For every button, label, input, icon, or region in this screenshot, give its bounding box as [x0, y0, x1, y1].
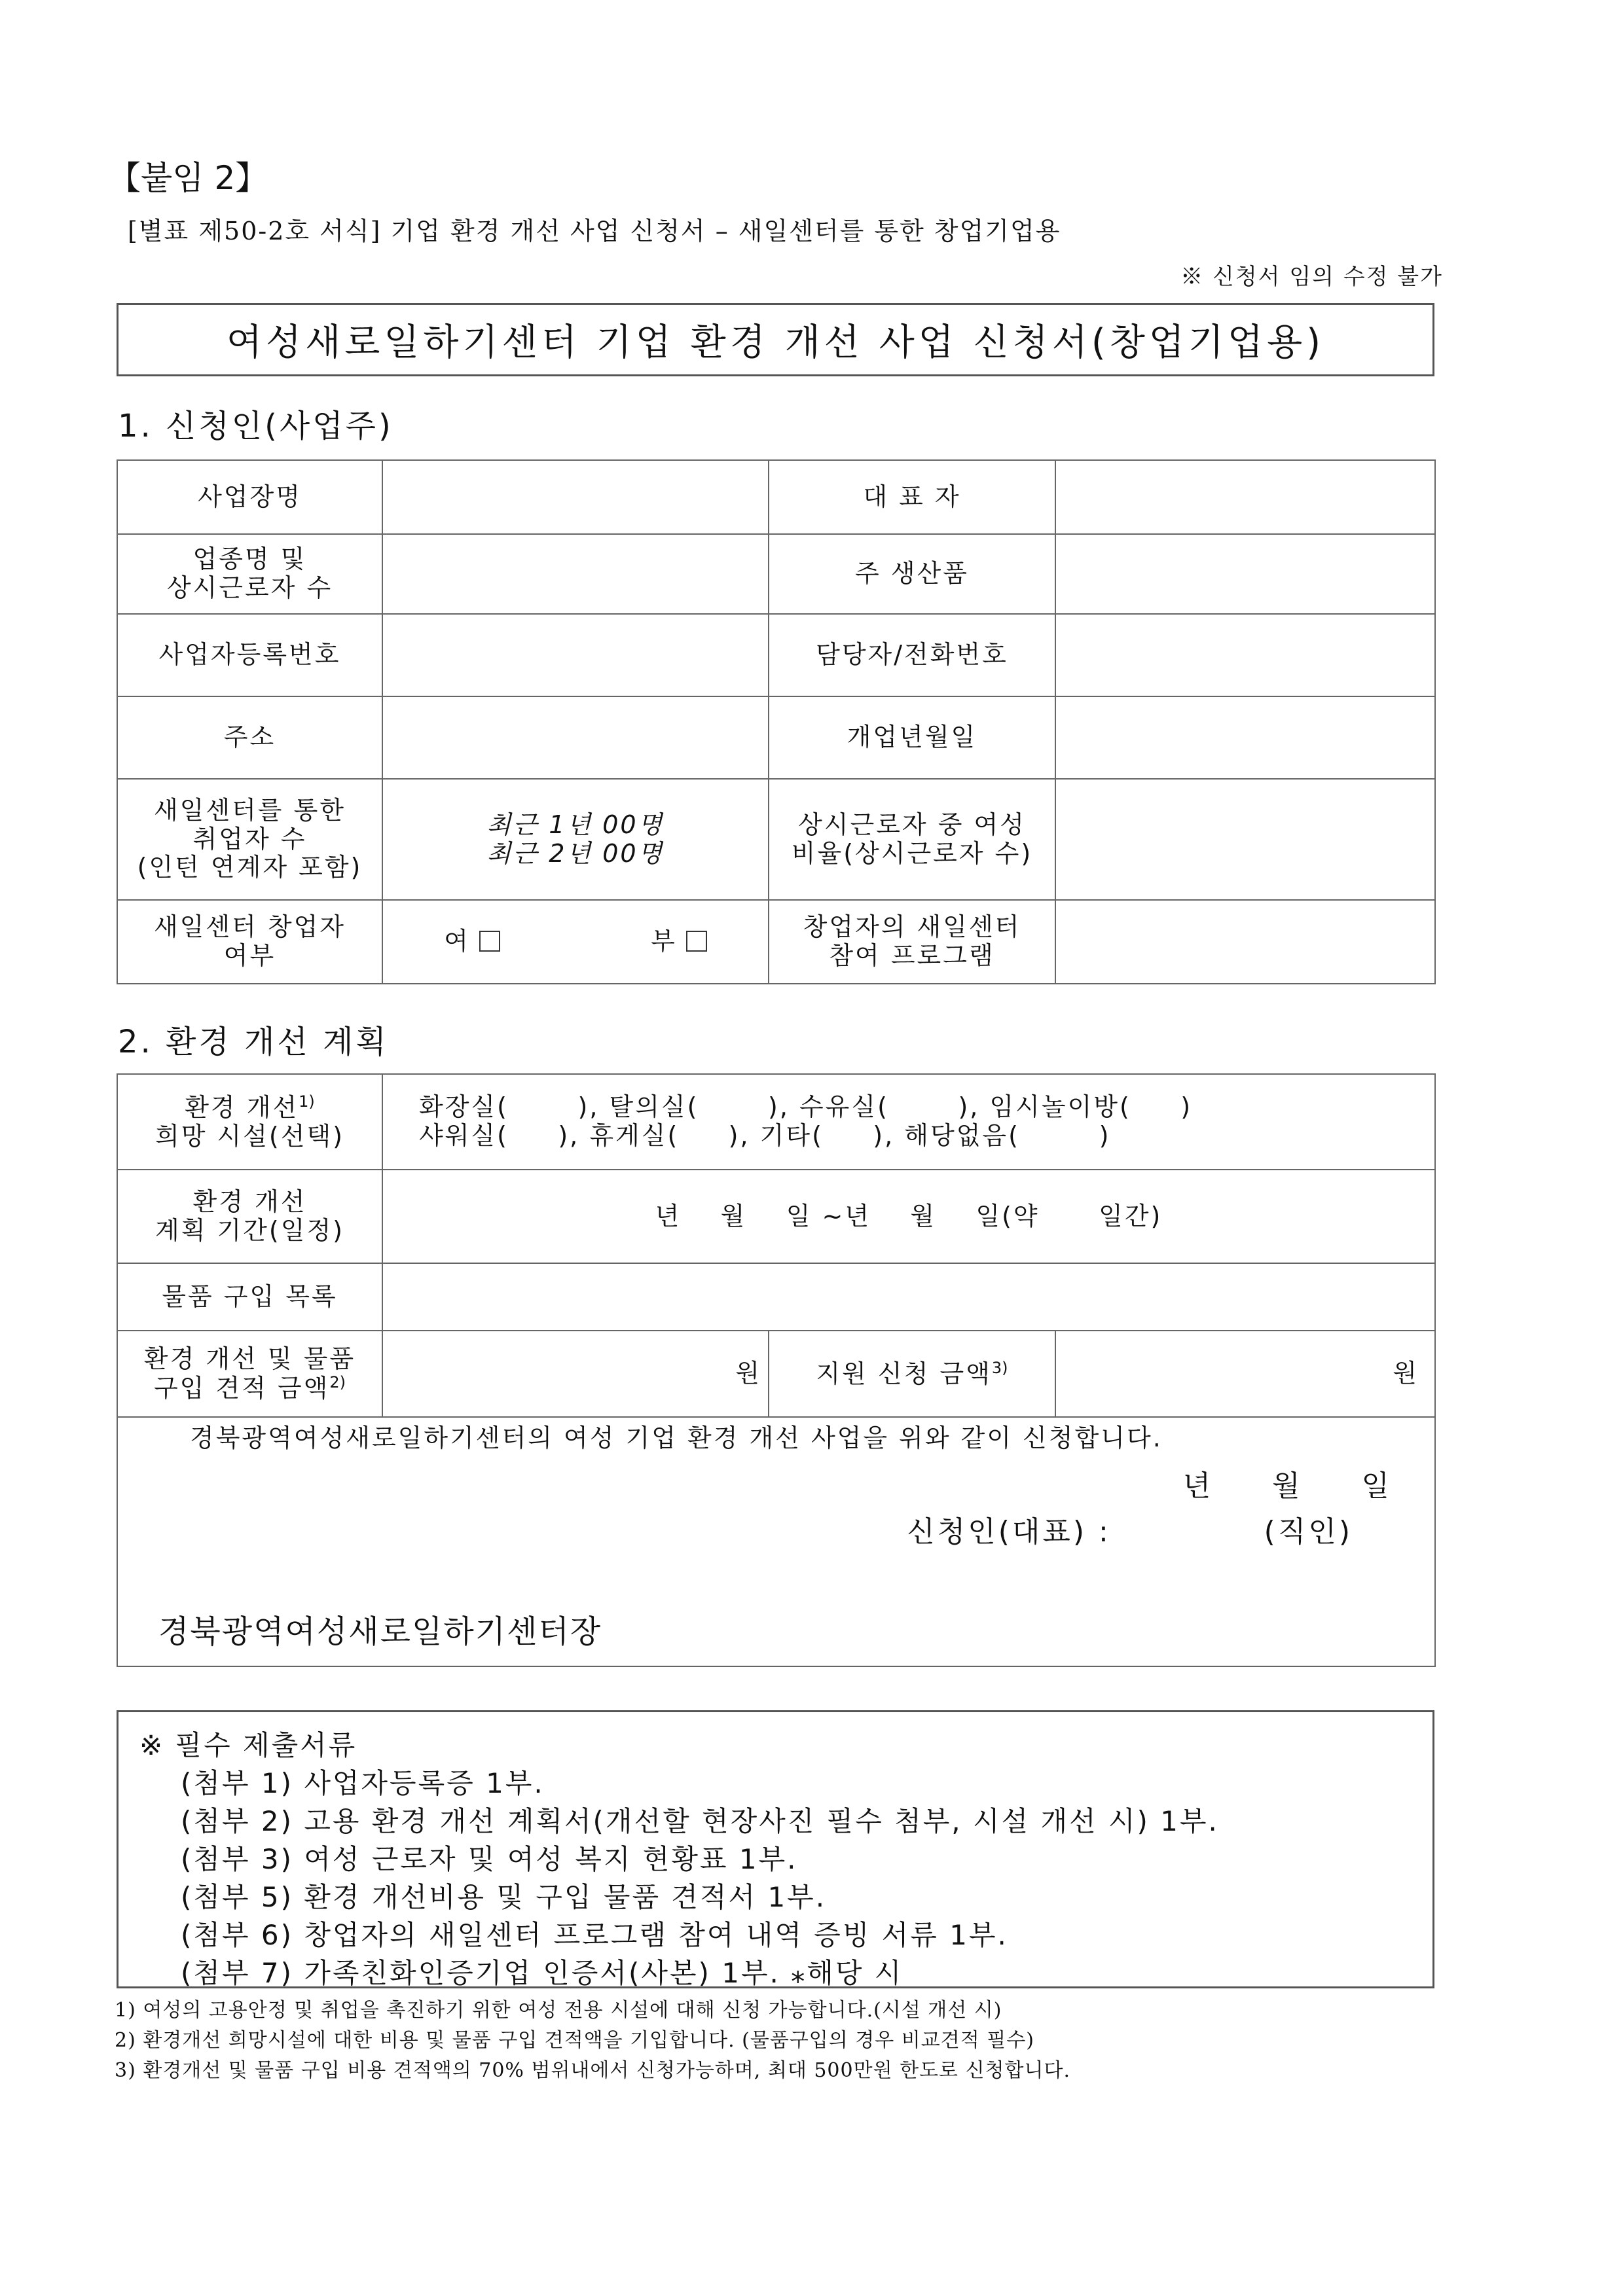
label-estimate-amount — [117, 1331, 382, 1417]
facility-label-1: 환경 개선 — [185, 1092, 299, 1122]
founder-no-label: 부 — [651, 927, 677, 956]
table-row — [117, 460, 1435, 534]
label-industry-employees: 업종명 및 상시근로자 수 — [117, 534, 382, 614]
facility-options-line2[interactable]: 샤워실( ), 휴게실( ), 기타( ), 해당없음( ) — [419, 1121, 1111, 1150]
table-row — [117, 900, 1435, 984]
estimate-unit: 원 — [735, 1359, 761, 1388]
founder-yes-checkbox[interactable] — [479, 931, 500, 952]
label-request-amount — [769, 1331, 1055, 1417]
environment-plan-table — [117, 1073, 1436, 1667]
label-plan-period: 환경 개선 계획 기간(일정) — [117, 1170, 382, 1263]
estimate-label-1: 환경 개선 및 물품 — [143, 1344, 356, 1373]
footnote-2: 2) 환경개선 희망시설에 대한 비용 및 물품 구입 견적액을 기입합니다. (물품구입의 경우 비교견적 필수) — [115, 2029, 1034, 2052]
table-row — [117, 696, 1435, 779]
table-row — [117, 1331, 1435, 1417]
industry-employees-field[interactable] — [382, 534, 769, 614]
label-purchase-list: 물품 구입 목록 — [117, 1263, 382, 1331]
table-row — [117, 1263, 1435, 1331]
addressee: 경북광역여성새로일하기센터장 — [158, 1613, 602, 1650]
required-docs-heading: ※ 필수 제출서류 — [139, 1729, 357, 1761]
request-unit: 원 — [1393, 1359, 1419, 1388]
footnote-ref-3: 3) — [991, 1358, 1008, 1377]
label-representative: 대 표 자 — [769, 460, 1055, 534]
list-item: (첨부 3) 여성 근로자 및 여성 복지 현황표 1부. — [181, 1843, 798, 1875]
estimate-amount-field[interactable] — [382, 1331, 769, 1417]
facility-options — [382, 1074, 1435, 1170]
form-title — [117, 303, 1434, 376]
no-edit-note: ※ 신청서 임의 수정 불가 — [1180, 264, 1443, 290]
label-center-founder: 새일센터 창업자 여부 — [117, 900, 382, 984]
footnote-ref-2: 2) — [329, 1372, 346, 1391]
estimate-label-2: 구입 견적 금액 — [153, 1373, 330, 1403]
plan-period-field[interactable]: 년 월 일 ~년 월 일(약 일간) — [382, 1170, 1435, 1263]
request-label: 지원 신청 금액 — [816, 1359, 992, 1388]
list-item: (첨부 2) 고용 환경 개선 계획서(개선할 현장사진 필수 첨부, 시설 개선 시) 1부. — [181, 1805, 1219, 1837]
contact-phone-field[interactable] — [1055, 614, 1435, 696]
hired-via-center-field[interactable]: 최근 1년 00명 최근 2년 00명 — [382, 779, 769, 900]
founder-program-field[interactable] — [1055, 900, 1435, 984]
label-address: 주소 — [117, 696, 382, 779]
footnote-ref-1: 1) — [299, 1092, 315, 1111]
footnote-1: 1) 여성의 고용안정 및 취업을 촉진하기 위한 여성 전용 시설에 대해 신청 가능합니다.(시설 개선 시) — [115, 1999, 1002, 2022]
label-facility — [117, 1074, 382, 1170]
label-founder-program: 창업자의 새일센터 참여 프로그램 — [769, 900, 1055, 984]
label-hired-via-center: 새일센터를 통한 취업자 수 (인턴 연계자 포함) — [117, 779, 382, 900]
founder-yes-label: 여 — [444, 927, 470, 956]
purchase-list-field[interactable] — [382, 1263, 1435, 1331]
list-item: (첨부 7) 가족친화인증기업 인증서(사본) 1부. ⁎해당 시 — [181, 1957, 903, 1989]
section1-title: 1. 신청인(사업주) — [118, 408, 393, 444]
list-item: (첨부 5) 환경 개선비용 및 구입 물품 견적서 1부. — [181, 1881, 827, 1913]
female-ratio-field[interactable] — [1055, 779, 1435, 900]
table-row — [117, 534, 1435, 614]
section2-title: 2. 환경 개선 계획 — [118, 1024, 389, 1060]
request-amount-field[interactable] — [1055, 1331, 1435, 1417]
applicant-signature-line[interactable]: 신청인(대표) : (직인) — [907, 1515, 1353, 1549]
declaration-cell — [117, 1417, 1435, 1666]
required-documents-box — [117, 1710, 1434, 1988]
facility-label-2: 희망 시설(선택) — [155, 1121, 344, 1151]
list-item: (첨부 1) 사업자등록증 1부. — [181, 1767, 545, 1799]
address-field[interactable] — [382, 696, 769, 779]
table-row — [117, 1417, 1435, 1666]
table-row — [117, 614, 1435, 696]
facility-options-line1[interactable]: 화장실( ), 탈의실( ), 수유실( ), 임시놀이방( ) — [419, 1092, 1193, 1122]
founder-choice-cell — [382, 900, 769, 984]
business-reg-number-field[interactable] — [382, 614, 769, 696]
label-female-ratio: 상시근로자 중 여성 비율(상시근로자 수) — [769, 779, 1055, 900]
footnote-3: 3) 환경개선 및 물품 구입 비용 견적액의 70% 범위내에서 신청가능하며, 최대 500만원 한도로 신청합니다. — [115, 2059, 1071, 2082]
table-row — [117, 1170, 1435, 1263]
applicant-table — [117, 459, 1436, 984]
form-number: [별표 제50-2호 서식] 기업 환경 개선 사업 신청서 – 새일센터를 통한 창업기업용 — [128, 217, 1061, 245]
list-item: (첨부 6) 창업자의 새일센터 프로그램 참여 내역 증빙 서류 1부. — [181, 1919, 1008, 1951]
business-name-field[interactable] — [382, 460, 769, 534]
form-title-text: 여성새로일하기센터 기업 환경 개선 사업 신청서(창업기업용) — [226, 321, 1325, 364]
attachment-label: 【붙임 2】 — [108, 159, 268, 197]
representative-field[interactable] — [1055, 460, 1435, 534]
label-business-name: 사업장명 — [117, 460, 382, 534]
declaration-text: 경북광역여성새로일하기센터의 여성 기업 환경 개선 사업을 위와 같이 신청합니다. — [190, 1424, 1163, 1452]
date-line[interactable]: 년 월 일 — [1182, 1469, 1393, 1503]
table-row — [117, 779, 1435, 900]
label-contact-phone: 담당자/전화번호 — [769, 614, 1055, 696]
label-opening-date: 개업년월일 — [769, 696, 1055, 779]
label-main-product: 주 생산품 — [769, 534, 1055, 614]
label-business-reg-number: 사업자등록번호 — [117, 614, 382, 696]
founder-no-checkbox[interactable] — [686, 931, 707, 952]
main-product-field[interactable] — [1055, 534, 1435, 614]
opening-date-field[interactable] — [1055, 696, 1435, 779]
table-row — [117, 1074, 1435, 1170]
